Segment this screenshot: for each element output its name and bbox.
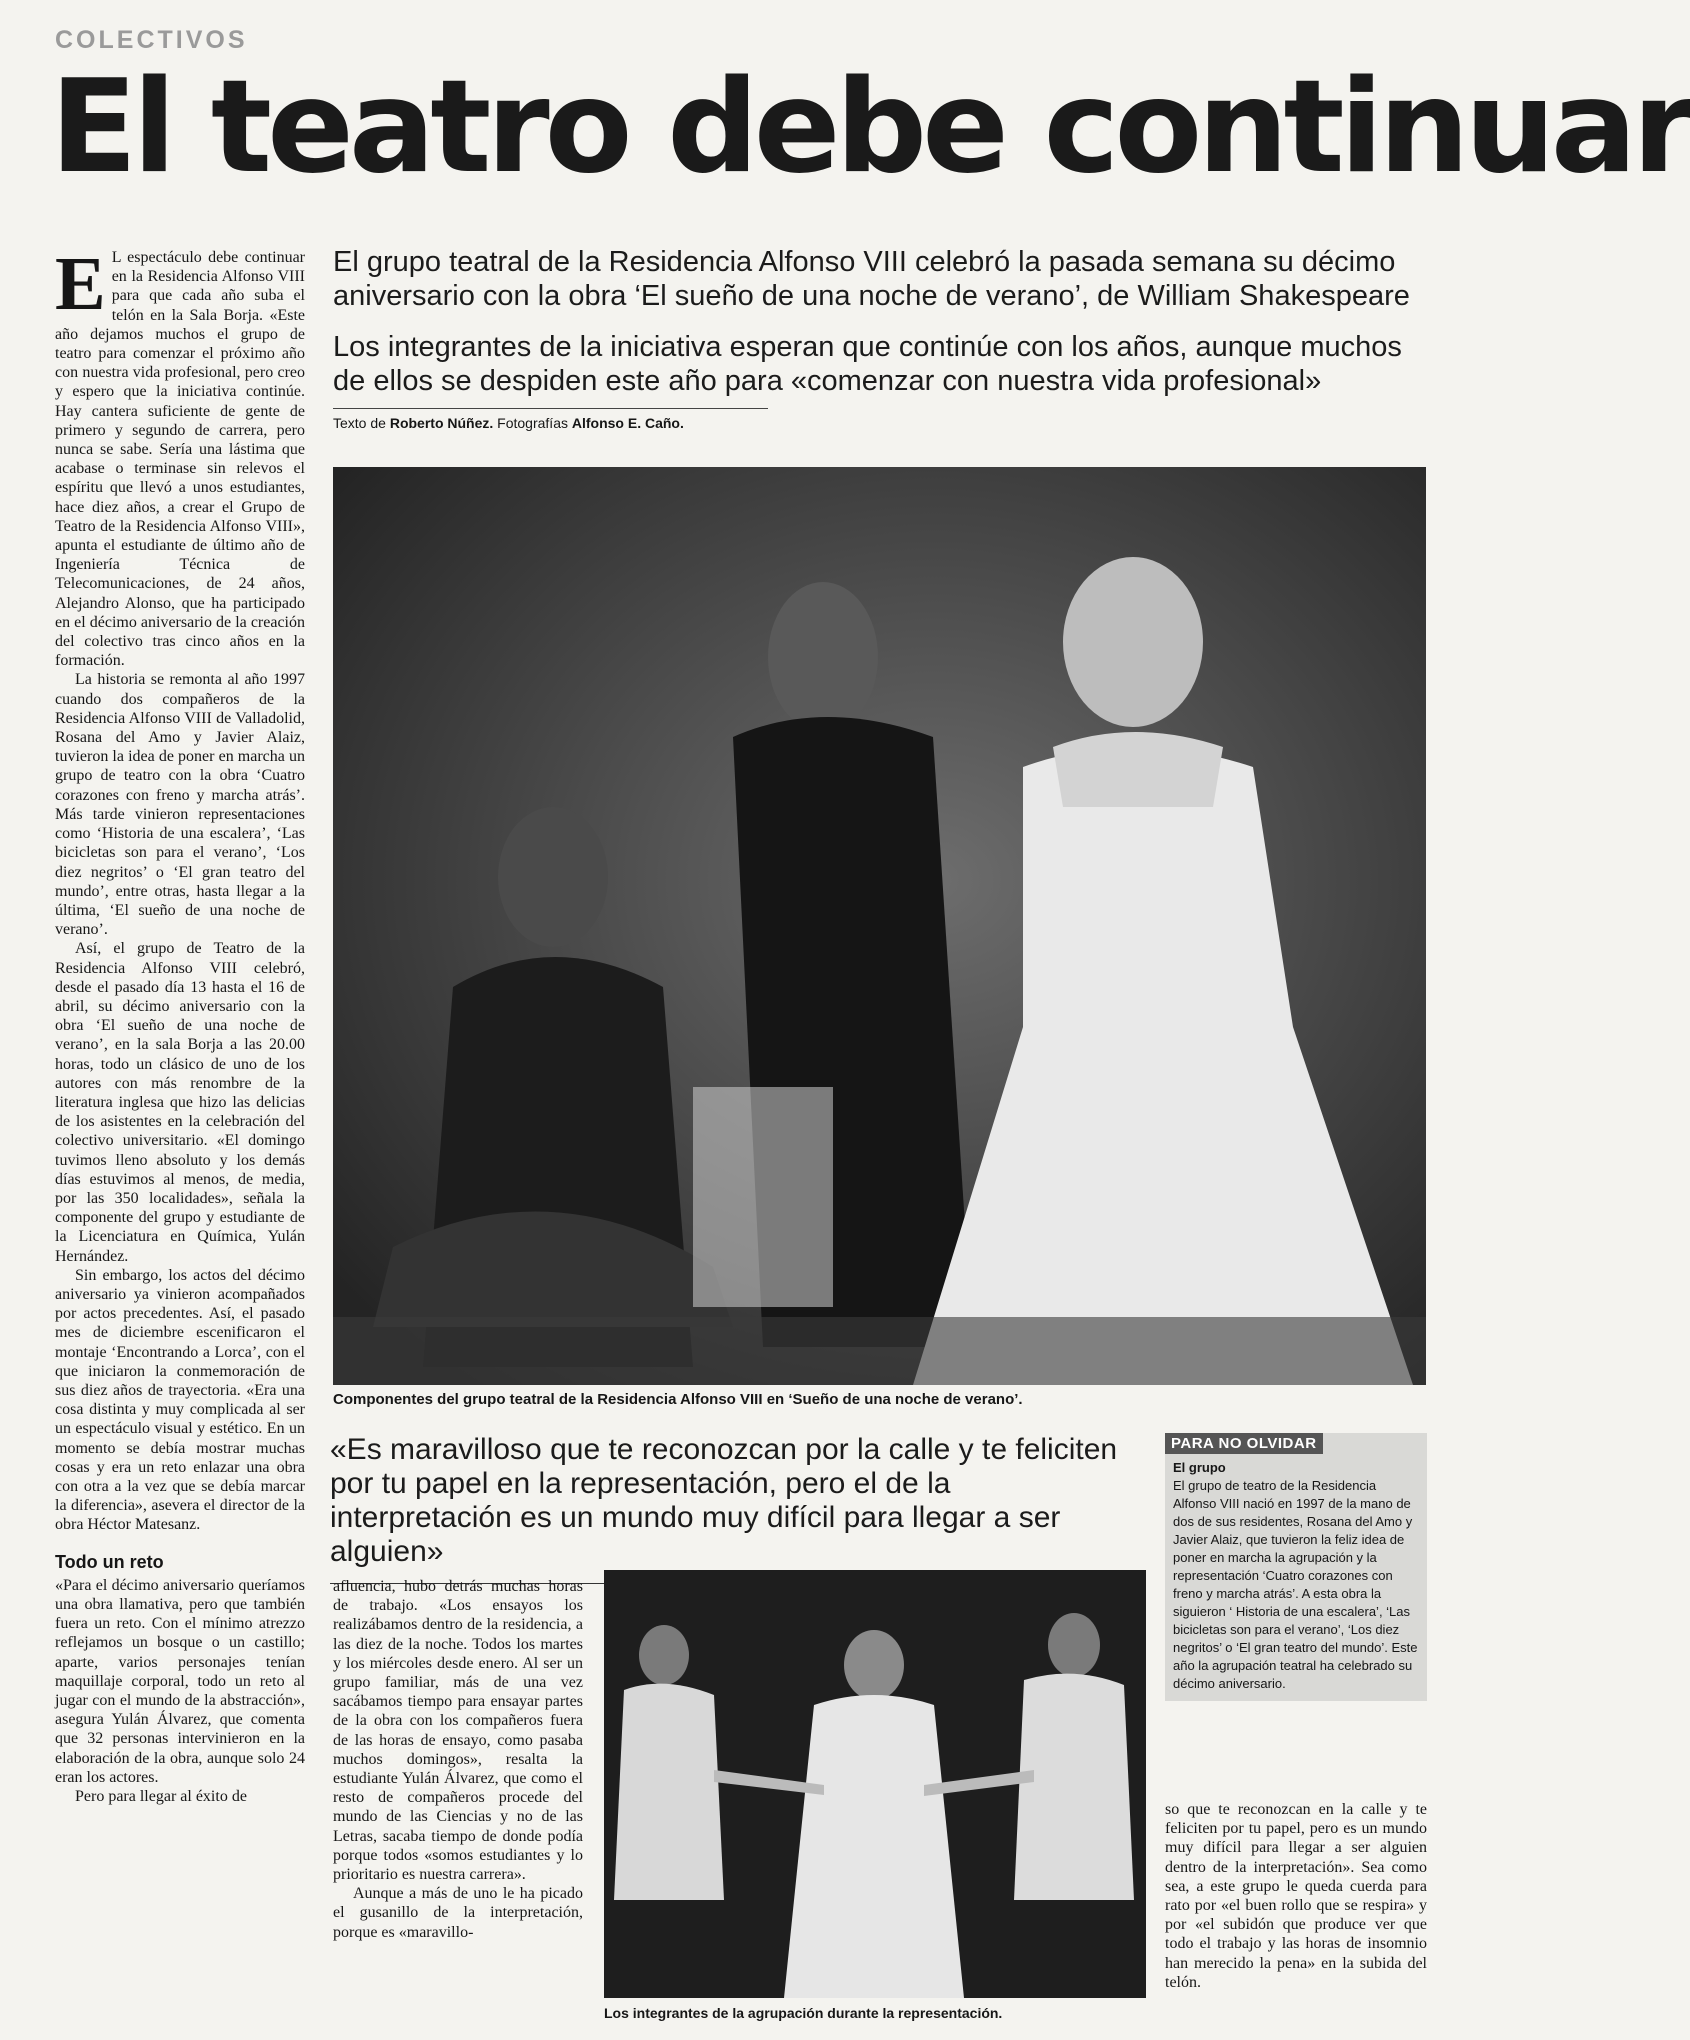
paragraph: Sin embargo, los actos del décimo aniversario ya vinieron acompañados por actos precedentes. Así, el pasado mes de diciembre escenificaron el montaje ‘Encontrando a Lorca’, con el que iniciaron la conmemoración de sus diez años de trayectoria. «Era una cosa distinta y muy complicada al ser un espectáculo visual y estético. En un momento se debía mostrar muchas cosas y era un reto enlazar una obra con otra a la vez que se debía marcar la diferencia», asevera el director de la obra Héctor Matesanz. — [55, 1266, 305, 1534]
column-1 — [55, 242, 305, 2028]
sidebar-box — [1165, 1433, 1427, 1701]
column-2 — [333, 1577, 583, 2027]
paragraph: Así, el grupo de Teatro de la Residencia Alfonso VIII celebró, desde el pasado día 13 hasta el 16 de abril, su décimo aniversario con la obra ‘El sueño de una noche de verano’, en la sala Borja a las 20.00 horas, todo un clásico de uno de los autores con más renombre de la literatura inglesa que hizo las delicias de los asistentes en la celebración del colectivo universitario. «El domingo tuvimos lleno absoluto y los demás días estuvimos al menos, de media, por las 350 localidades», señala la componente del grupo y estudiante de la Licenciatura en Química, Yulán Hernández. — [55, 940, 305, 1265]
pull-quote: «Es maravilloso que te reconozcan por la calle y te feliciten por tu papel en la representación, pero el de la interpretación es un mundo muy difícil para llegar a ser alguien» — [330, 1433, 1135, 1584]
subhead-2: Los integrantes de la iniciativa esperan que continúe con los años, aunque muchos de ellos se despiden este año para «comenzar con nuestra vida profesional» — [333, 331, 1402, 397]
second-photo — [604, 1570, 1146, 1998]
paragraph: Aunque a más de uno le ha picado el gusanillo de la interpretación, porque es «maravillo- — [333, 1885, 583, 1941]
main-photo-caption: Componentes del grupo teatral de la Residencia Alfonso VIII en ‘Sueño de una noche de verano’. — [333, 1391, 1023, 1408]
section-tag: COLECTIVOS — [55, 26, 248, 54]
paragraph: La historia se remonta al año 1997 cuando dos compañeros de la Residencia Alfonso VIII de Valladolid, Rosana del Amo y Javier Alaiz, tuvieron la idea de poner en marcha un grupo de teatro con la obra ‘Cuatro corazones con freno y marcha atrás’. Más tarde vinieron representaciones como ‘Historia de una escalera’, ‘Las bicicletas son para el verano’, ‘Los diez negritos’ o ‘El gran teatro del mundo’, entre otras, hasta llegar a la última, ‘El sueño de una noche de verano’. — [55, 671, 305, 939]
byline-photographer: Alfonso E. Caño. — [571, 415, 684, 431]
sidebar-tab: PARA NO OLVIDAR — [1165, 1433, 1323, 1454]
headline: El teatro debe continuar — [50, 53, 1690, 202]
second-photo-caption: Los integrantes de la agrupación durante la representación. — [604, 2005, 1003, 2021]
subhead-1: El grupo teatral de la Residencia Alfonso VIII celebró la pasada semana su décimo aniversario con la obra ‘El sueño de una noche de verano’, de William Shakespeare — [333, 246, 1410, 312]
byline — [333, 408, 768, 431]
byline-author: Roberto Núñez. — [389, 415, 494, 431]
second-photo-image — [604, 1570, 1146, 1998]
crosshead: Todo un reto — [55, 1551, 164, 1572]
main-photo-image — [333, 467, 1426, 1385]
paragraph: Pero para llegar al éxito de — [75, 1788, 247, 1806]
byline-photo-prefix: Fotografías — [493, 415, 572, 431]
byline-prefix: Texto de — [333, 415, 390, 431]
main-photo — [333, 467, 1426, 1385]
column-3 — [1165, 1800, 1427, 2030]
paragraph: L espectáculo debe continuar en la Residencia Alfonso VIII para que cada año suba el telón en la Sala Borja. «Este año dejamos muchos el grupo de teatro para comenzar el próximo año con nuestra vida profesional, pero creo y espero que la iniciativa continúe. Hay cantera suficiente de gente de primero y segundo de carrera, pero nunca se sabe. Sería una lástima que acabase o terminase sin relevos el espíritu que llevó a unos estudiantes, hace diez años, a crear el Grupo de Teatro de la Residencia Alfonso VIII», apunta el estudiante de último año de Ingeniería Técnica de Telecomunicaciones, de 24 años, Alejandro Alonso, que ha participado en el décimo aniversario de la creación del colectivo tras cinco años en la formación. — [55, 249, 305, 670]
paragraph: «Para el décimo aniversario queríamos una obra llamativa, pero que también fuera un reto. Con el mínimo atrezzo reflejamos un bosque o un castillo; aparte, varios personajes tenían maquillaje corporal, todo un reto al jugar con el mundo de la abstracción», asegura Yulán Álvarez, que comenta que 32 personas intervinieron en la elaboración de la obra, aunque solo 24 eran los actores. — [55, 1576, 305, 1786]
dropcap: E — [55, 242, 106, 326]
sidebar-body: El grupo de teatro de la Residencia Alfonso VIII nació en 1997 de la mano de dos de sus residentes, Rosana del Amo y Javier Alaiz, que tuvieron la feliz idea de poner en marcha la agrupación y la representación ‘Cuatro corazones con freno y marcha atrás’. A esta obra la siguieron ‘ Historia de una escalera’, ‘Las bicicletas son para el verano’, ‘Los diez negritos’ o ‘El gran teatro del mundo’. Este año la agrupación teatral ha celebrado su décimo aniversario. — [1173, 1478, 1418, 1691]
sidebar-subtitle: El grupo — [1173, 1460, 1226, 1475]
paragraph: so que te reconozcan en la calle y te feliciten por tu papel, pero es un mundo muy difícil para llegar a ser alguien dentro de la interpretación». Sea como sea, a este grupo le queda cuerda para rato por «el buen rollo que se respira» y por «el subidón que produce ver que todo el trabajo y las horas de insomnio han merecido la pena» en la subida del telón. — [1165, 1801, 1427, 1991]
paragraph: afluencia, hubo detrás muchas horas de trabajo. «Los ensayos los realizábamos dentro de la residencia, a las diez de la noche. Todos los martes y los miércoles desde enero. Al ser un grupo familiar, más de una vez sacábamos tiempo para ensayar partes de la obra con los compañeros fuera de las horas de ensayo, como pasaba muchos domingos», resalta la estudiante Yulán Álvarez, que como el resto de compañeros procede del mundo de las Ciencias y no de las Letras, sacaba tiempo de donde podía porque todos «somos estudiantes y lo prioritario es nuestra carrera». — [333, 1578, 583, 1884]
